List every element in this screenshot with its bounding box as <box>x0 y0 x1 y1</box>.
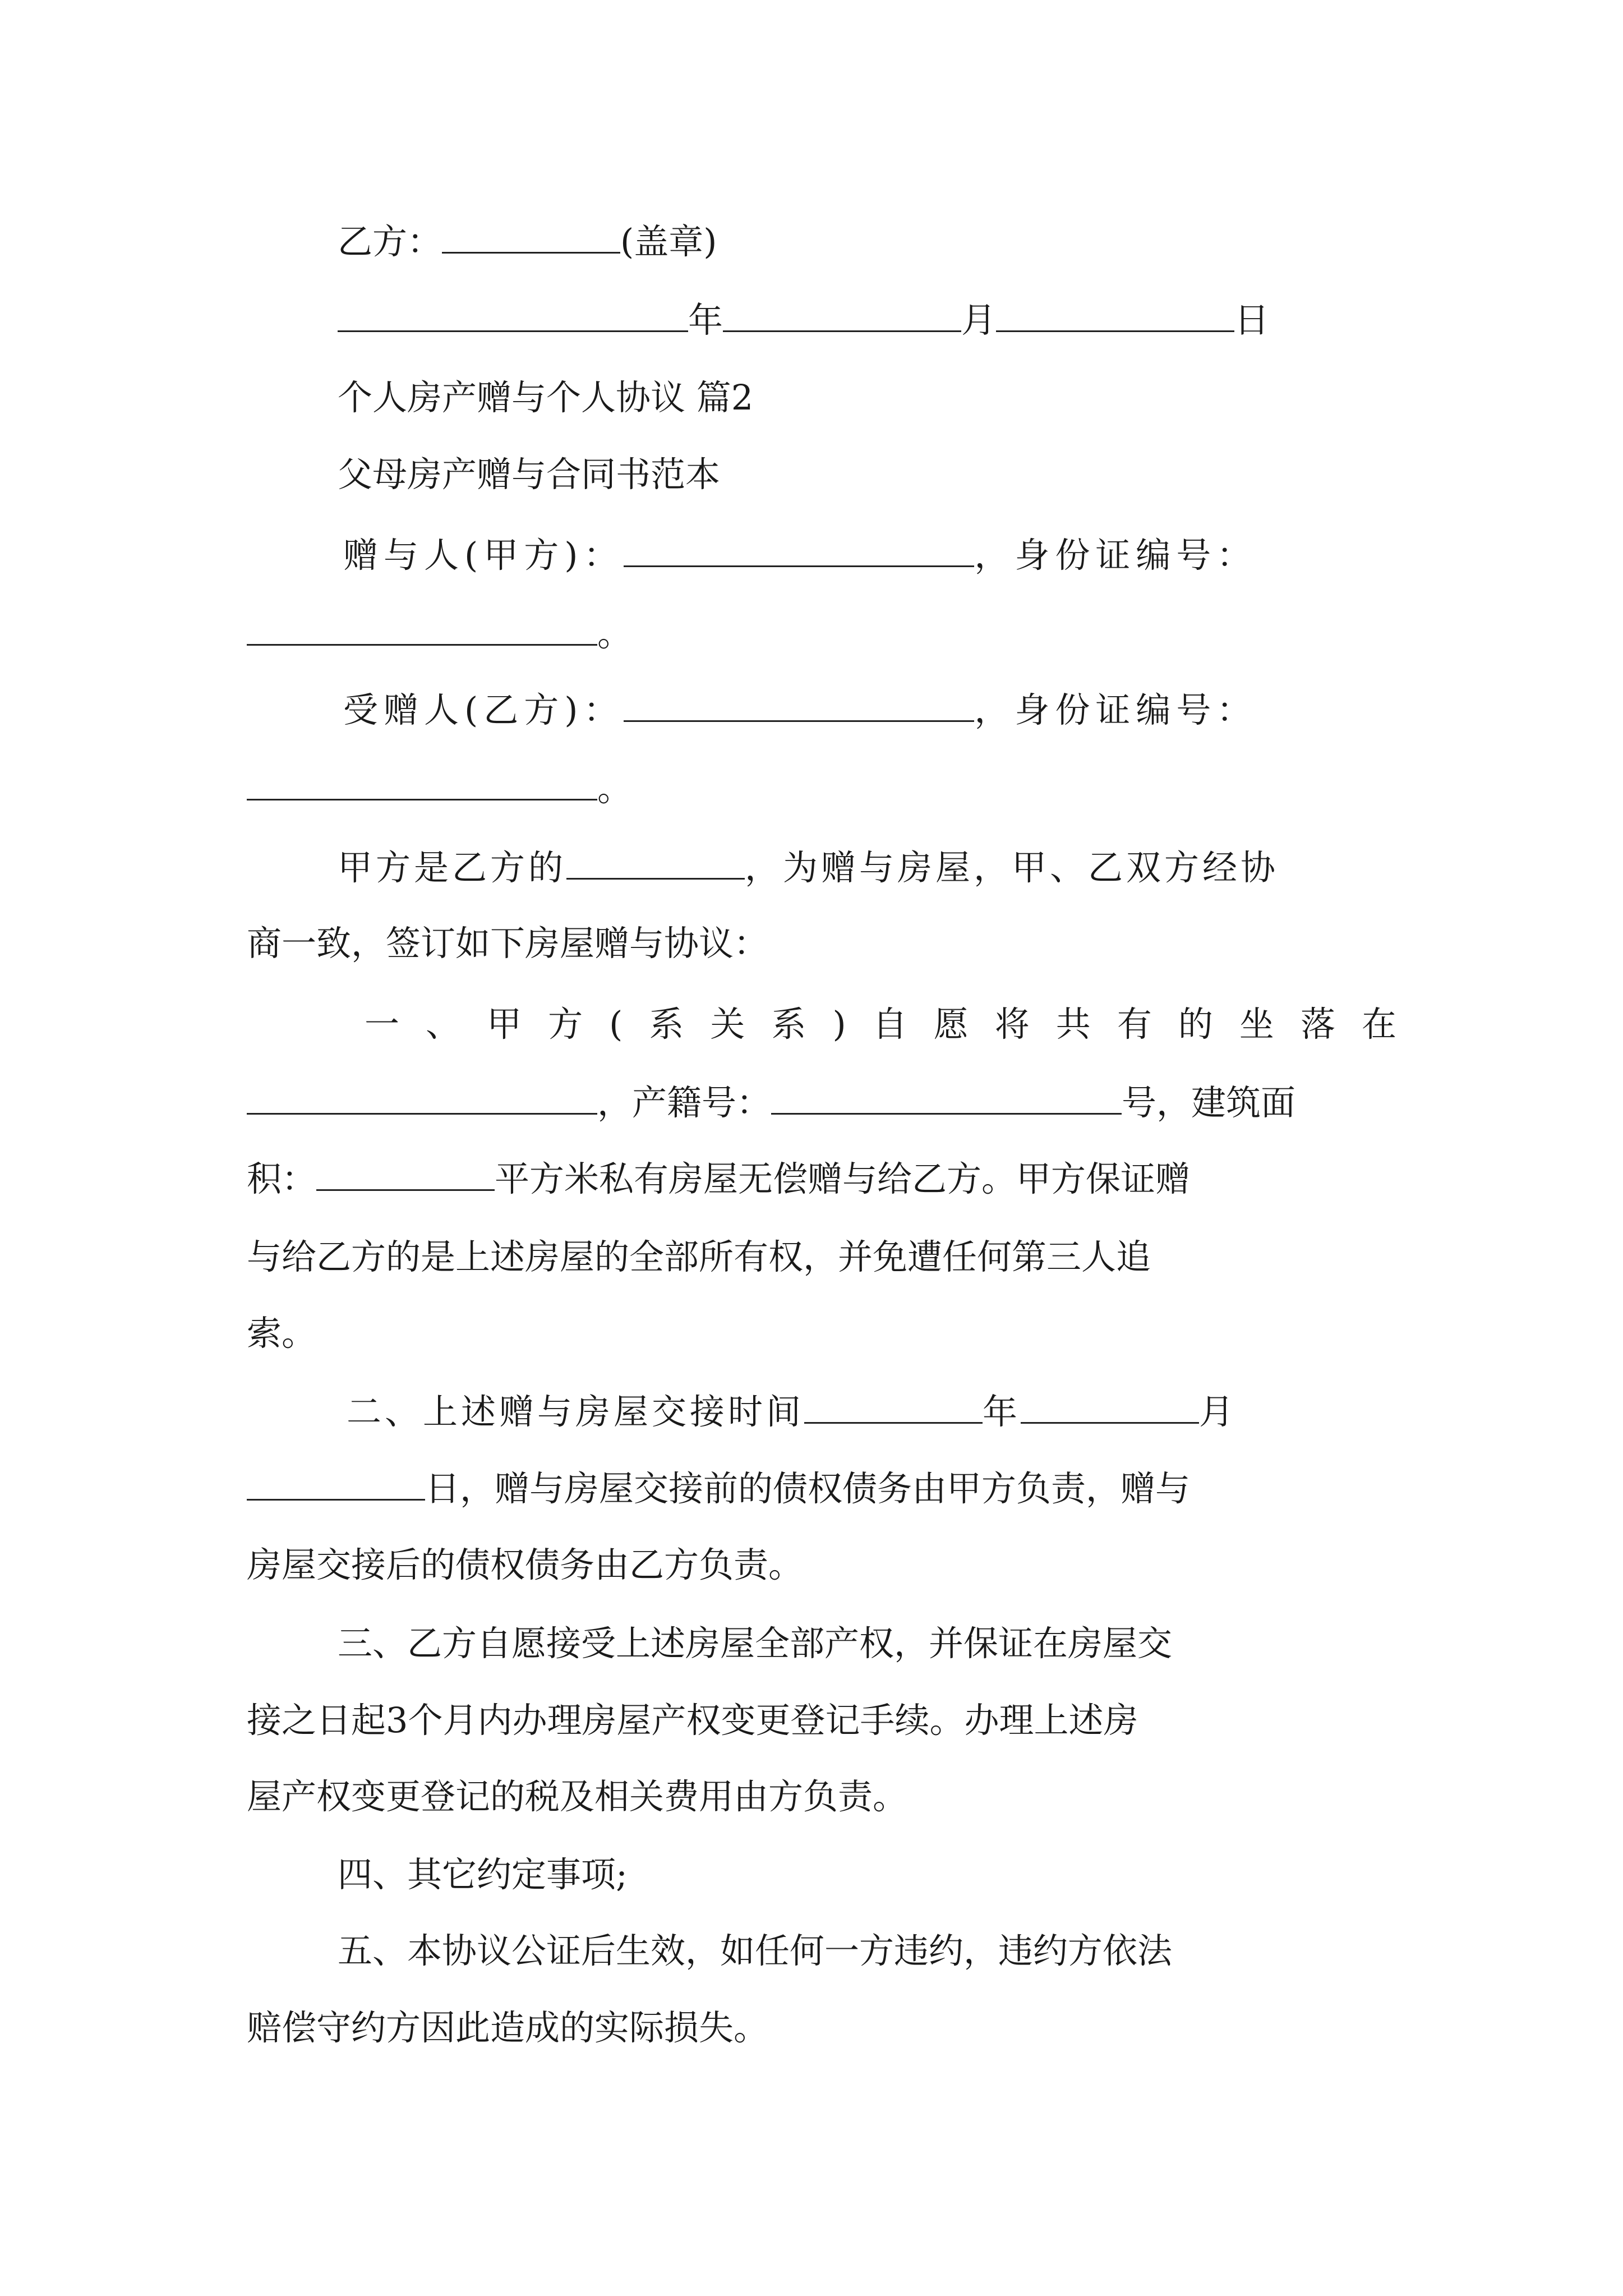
intro-text-a: 甲方是乙方的 <box>338 847 567 888</box>
year-label: 年 <box>688 300 723 341</box>
donee-label: 受赠人(乙方)： <box>343 689 624 730</box>
donor-name-blank <box>624 534 974 567</box>
donee-name-blank <box>624 689 974 722</box>
intro-line-1 <box>338 845 1279 890</box>
clause-3-line-1: 三、乙方自愿接受上述房屋全部产权，并保证在房屋交 <box>338 1623 1173 1664</box>
donee-end-mark: 。 <box>597 768 633 809</box>
intro-text-b: ，为赠与房屋，甲、乙双方经协 <box>745 847 1279 888</box>
clause-5-line-2: 赔偿守约方因此造成的实际损失。 <box>247 2007 769 2048</box>
donor-id-label: ，身份证编号： <box>974 535 1257 576</box>
clause-1-line-1: 一、甲方(系关系)自愿将共有的坐落在 <box>365 1004 1396 1045</box>
day-blank <box>996 299 1234 332</box>
month-blank <box>723 299 961 332</box>
intro-line-2: 商一致，签订如下房屋赠与协议： <box>247 923 769 964</box>
clause-1-line-5: 索。 <box>247 1313 317 1354</box>
clause-2-year: 年 <box>983 1391 1021 1432</box>
clause-2-text-b: 日，赠与房屋交接前的债权债务由甲方负责，赠与 <box>425 1468 1191 1509</box>
year-blank <box>338 299 688 332</box>
clause-2-line-2 <box>247 1466 1190 1511</box>
clause-1-line-2 <box>247 1080 1295 1125</box>
handover-year-blank <box>804 1391 983 1424</box>
donee-id-line <box>247 766 632 811</box>
donor-line <box>343 533 1257 578</box>
month-label: 月 <box>961 300 997 341</box>
document-title: 父母房产赠与合同书范本 <box>338 454 721 495</box>
clause-1-line-4: 与给乙方的是上述房屋的全部所有权，并免遭任何第三人追 <box>247 1236 1151 1277</box>
clause-1-text-e: 平方米私有房屋无偿赠与给乙方。甲方保证赠 <box>495 1158 1191 1199</box>
clause-1-text-c: 号，建筑面 <box>1122 1082 1296 1123</box>
day-label: 日 <box>1234 300 1270 341</box>
donor-id-blank <box>247 613 597 646</box>
clause-2-text-a: 二、上述赠与房屋交接时间 <box>347 1391 805 1432</box>
party-b-blank <box>442 220 620 254</box>
clause-2-line-3: 房屋交接后的债权债务由乙方负责。 <box>247 1544 804 1585</box>
party-b-label: 乙方： <box>338 221 442 262</box>
handover-day-blank <box>247 1467 425 1501</box>
relationship-blank <box>566 846 745 880</box>
clause-3-line-2: 接之日起3个月内办理房屋产权变更登记手续。办理上述房 <box>247 1700 1138 1741</box>
party-b-signature-line <box>338 219 717 264</box>
seal-label: (盖章) <box>620 221 717 262</box>
donor-id-line <box>247 611 632 656</box>
clause-1-line-3 <box>247 1157 1190 1202</box>
signature-date-line <box>338 298 1269 343</box>
handover-month-blank <box>1021 1391 1199 1424</box>
clause-1-text-d: 积： <box>247 1158 317 1199</box>
donee-line <box>343 688 1257 733</box>
clause-4-line: 四、其它约定事项; <box>338 1854 628 1895</box>
location-blank <box>247 1082 597 1115</box>
donee-id-blank <box>247 767 597 800</box>
clause-5-line-1: 五、本协议公证后生效，如任何一方违约，违约方依法 <box>338 1930 1173 1971</box>
donee-id-label: ，身份证编号： <box>974 689 1257 730</box>
clause-2-month: 月 <box>1199 1391 1238 1432</box>
property-number-blank <box>771 1082 1122 1115</box>
donor-end-mark: 。 <box>597 613 633 654</box>
clause-3-line-3: 屋产权变更登记的税及相关费用由方负责。 <box>247 1776 908 1817</box>
section-heading: 个人房产赠与个人协议 篇2 <box>338 377 754 418</box>
clause-1-text-b: ，产籍号： <box>597 1082 772 1123</box>
donor-label: 赠与人(甲方)： <box>343 535 624 576</box>
area-blank <box>316 1158 495 1191</box>
clause-2-line-1 <box>347 1389 1237 1434</box>
